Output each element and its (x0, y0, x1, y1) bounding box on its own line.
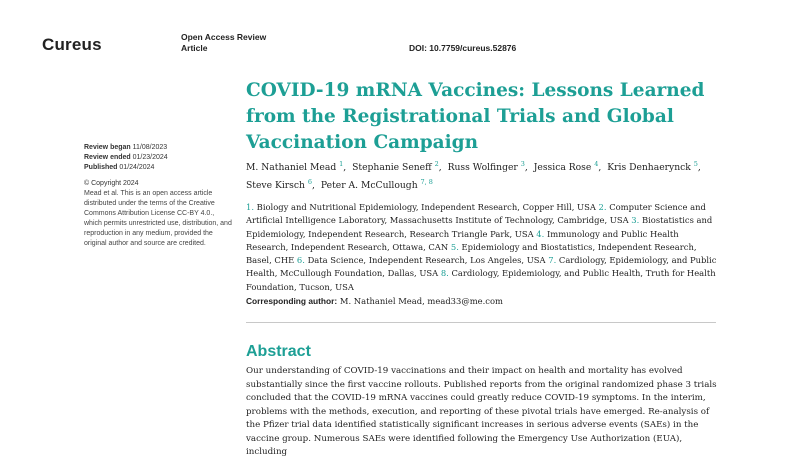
corresponding-author-contact[interactable]: M. Nathaniel Mead, mead33@me.com (339, 296, 503, 306)
author-affiliation-ref[interactable]: 6 (307, 178, 313, 187)
affiliation-number: 3. (631, 215, 640, 226)
review-ended-label: Review ended (84, 154, 131, 161)
published (84, 163, 234, 173)
author[interactable]: Russ Wolfinger $^3$ (447, 160, 525, 174)
affiliation-number: 7. (548, 255, 557, 266)
article-type-line1: Open Access Review (181, 32, 267, 42)
affiliation-text: Cardiology, Epidemiology, and Public Health, Truth for Health Foundation, Tucson, USA (246, 268, 716, 292)
review-began-date: 11/08/2023 (132, 144, 168, 151)
author-affiliation-ref[interactable]: 2 (434, 160, 439, 168)
doi-link[interactable]: DOI: 10.7759/cureus.52876 (409, 43, 517, 53)
copyright: © Copyright 2024 (84, 180, 139, 187)
author-affiliation-ref[interactable]: 5 (693, 160, 698, 168)
review-began (84, 143, 234, 153)
affiliation-number: 5. (450, 241, 459, 252)
affiliation-number: 1. (246, 202, 254, 212)
author-list: M. Nathaniel Mead $^1$, Stephanie Seneff $^2$, Russ Wolfinger $^3$, Jessica Rose $^4$, Kris Denhaerynck $^5$, Steve Kirsch $^6$, Peter A. McCullough $^{7, 8}$ (246, 160, 701, 192)
author[interactable]: Peter A. McCullough $^{7, 8}$ (320, 178, 433, 192)
affiliation-number: 4. (536, 228, 545, 239)
article-info-sidebar (84, 143, 234, 249)
affiliation-number: 2. (598, 202, 607, 212)
license-text[interactable]: Mead et al. This is an open access article distributed under the terms of the Creative Commons Attribution License CC-BY 4.0., which permits unrestricted use, distribution, and reproduction in any medium, provided the original author and source are credited. (84, 190, 232, 247)
review-ended (84, 153, 234, 163)
corresponding-author (246, 296, 716, 306)
article-title: COVID-19 mRNA Vaccines: Lessons Learned from the Registrational Trials and Global Vaccination Campaign (246, 80, 705, 153)
published-label: Published (84, 164, 118, 171)
affiliation-list (246, 201, 718, 294)
affiliation-number: 8. (440, 268, 449, 279)
abstract-heading: Abstract (246, 343, 311, 360)
section-divider (246, 322, 716, 323)
affiliation-text: Epidemiology and Biostatistics, Independent Research, Basel, CHE (246, 241, 697, 266)
article-type-line2: Article (181, 43, 208, 53)
affiliation-text: Immunology and Public Health Research, Independent Research, Ottawa, CAN (246, 228, 679, 252)
author[interactable]: Stephanie Seneff $^2$ (352, 160, 439, 174)
author[interactable]: Steve Kirsch $^6$ (246, 178, 313, 192)
affiliation-text: Cardiology, Epidemiology, and Public Health, McCullough Foundation, Dallas, USA (246, 255, 717, 279)
published-date: 01/24/2024 (119, 164, 155, 171)
affiliation-text: Biology and Nutritional Epidemiology, Independent Research, Copper Hill, USA (256, 202, 596, 212)
corresponding-author-label: Corresponding author: (246, 296, 338, 306)
author[interactable]: Jessica Rose $^4$ (533, 160, 599, 174)
abstract-text: Our understanding of COVID-19 vaccinations and their impact on health and mortality has evolved substantially since the first vaccine rollouts. Published reports from the original randomized phase 3 trials concluded that the COVID-19 mRNA vaccines could greatly reduce COVID-19 symptoms. In the interim, problems with the methods, execution, and reporting of these pivotal trials have emerged. Re-analysis of the Pfizer trial data identified statistically significant increases in serious adverse events (SAEs) in the vaccine group. Numerous SAEs were identified following the Emergency Use Authorization (EUA), including (246, 366, 717, 457)
author-affiliation-ref[interactable]: 7, 8 (420, 178, 433, 187)
author-affiliation-ref[interactable]: 4 (594, 160, 599, 168)
author[interactable]: M. Nathaniel Mead $^1$ (246, 160, 344, 174)
journal-logo[interactable]: Cureus (42, 35, 102, 54)
affiliation-text: Data Science, Independent Research, Los Angeles, USA (307, 255, 546, 266)
author[interactable]: Kris Denhaerynck $^5$ (607, 160, 698, 174)
affiliation-text: Biostatistics and Epidemiology, Independent Research, Research Triangle Park, USA (246, 215, 713, 239)
review-ended-date: 01/23/2024 (132, 154, 168, 161)
author-affiliation-ref[interactable]: 1 (339, 160, 344, 168)
affiliation-number: 6. (296, 255, 305, 266)
review-began-label: Review began (84, 144, 131, 151)
affiliation-text: Computer Science and Artificial Intelligence Laboratory, Massachusetts Institute of Technology, Cambridge, USA (246, 202, 706, 226)
author-affiliation-ref[interactable]: 3 (520, 160, 525, 168)
article-type (181, 32, 266, 54)
